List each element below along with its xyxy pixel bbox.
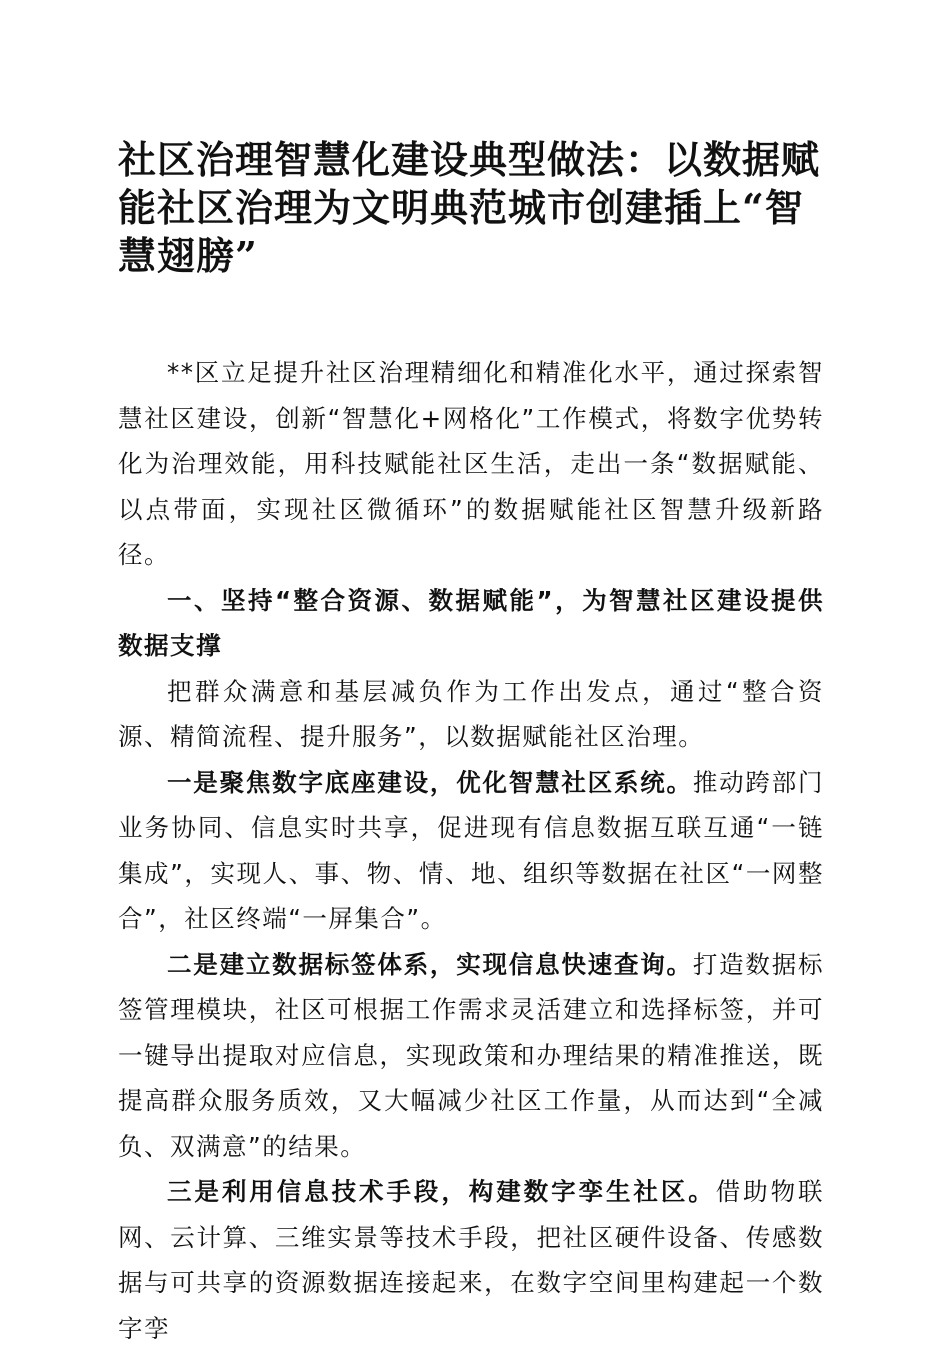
point-1-paragraph bbox=[118, 760, 824, 942]
point-2-body: 打造数据标签管理模块，社区可根据工作需求灵活建立和选择标签，并可一键导出提取对应信息，实现政策和办理结果的精准推送，既提高群众服务质效，又大幅减少社区工作量，从而达到“全减负、双满意”的结果。 bbox=[118, 949, 825, 1161]
section-1-intro-paragraph: 把群众满意和基层减负作为工作出发点，通过“整合资源、精简流程、提升服务”，以数据赋能社区治理。 bbox=[118, 676, 824, 751]
intro-paragraph: **区立足提升社区治理精细化和精准化水平，通过探索智慧社区建设，创新“智慧化+网格化”工作模式，将数字优势转化为治理效能，用科技赋能社区生活，走出一条“数据赋能、以点带面，实现社区微循环”的数据赋能社区智慧升级新路径。 bbox=[118, 358, 824, 569]
point-3-lead: 三是利用信息技术手段，构建数字孪生社区。 bbox=[167, 1177, 716, 1206]
point-1-lead: 一是聚焦数字底座建设，优化智慧社区系统。 bbox=[167, 767, 693, 797]
point-2-lead: 二是建立数据标签体系，实现信息快速查询。 bbox=[167, 949, 693, 979]
document-title: 社区治理智慧化建设典型做法：以数据赋能社区治理为文明典范城市创建插上“智慧翅膀” bbox=[118, 137, 821, 278]
section-heading-1: 一、坚持“整合资源、数据赋能”，为智慧社区建设提供数据支撑 bbox=[118, 585, 824, 660]
point-3-paragraph bbox=[118, 1169, 824, 1351]
document-page bbox=[118, 136, 824, 1351]
point-2-paragraph bbox=[118, 942, 824, 1170]
point-1-body: 推动跨部门业务协同、信息实时共享，促进现有信息数据互联互通“一链集成”，实现人、事、物、情、地、组织等数据在社区“一网整合”，社区终端“一屏集合”。 bbox=[118, 767, 825, 933]
point-3-body: 借助物联网、云计算、三维实景等技术手段，把社区硬件设备、传感数据与可共享的资源数据连接起来，在数字空间里构建起一个数字孪 bbox=[118, 1177, 825, 1343]
